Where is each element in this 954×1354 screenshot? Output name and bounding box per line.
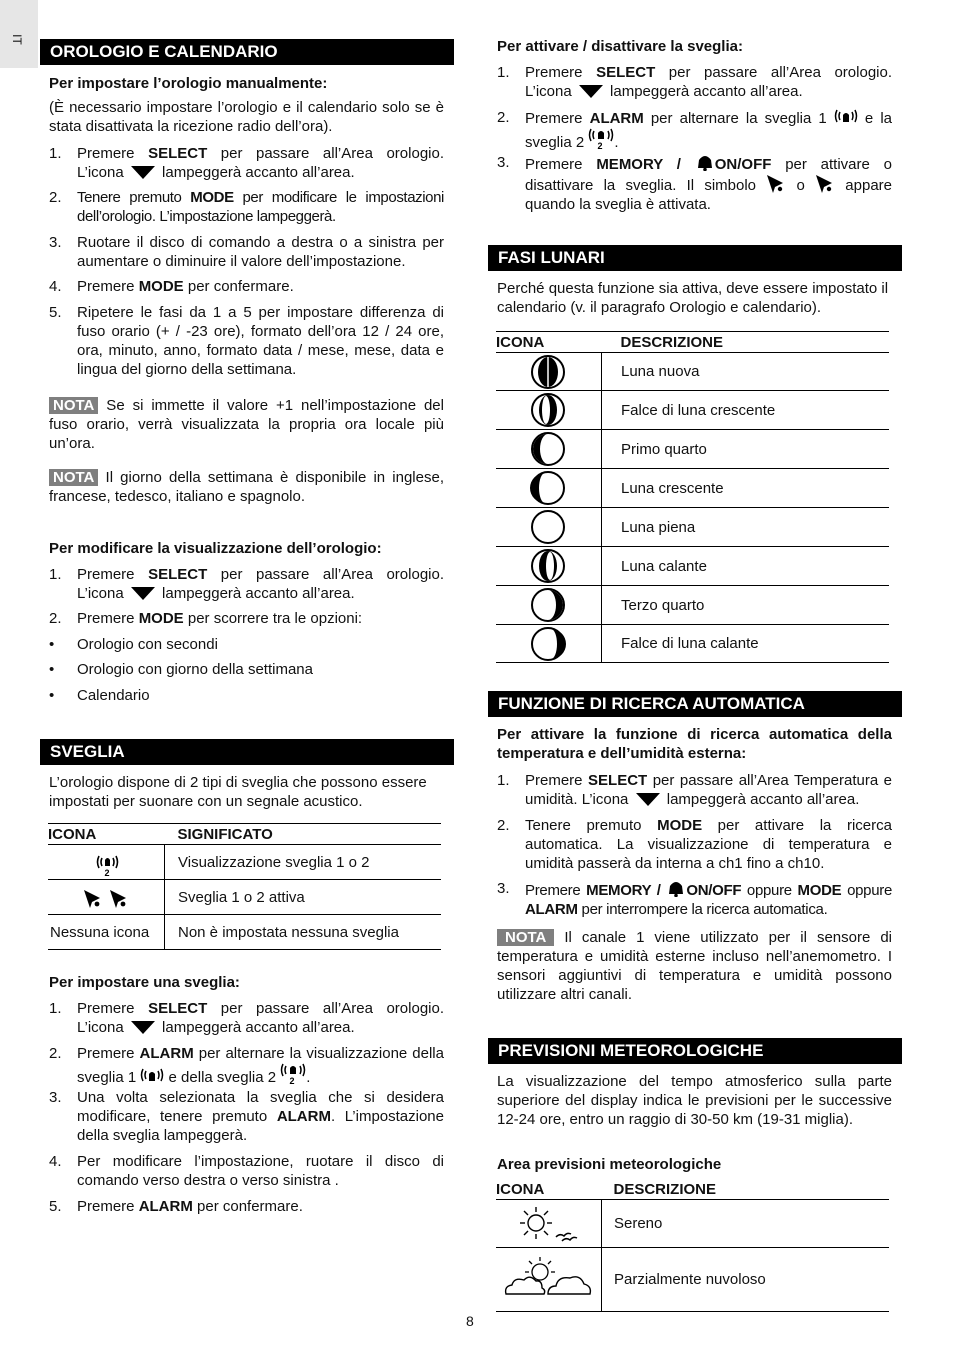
page-number: 8: [466, 1313, 474, 1329]
table-cell: Nessuna icona: [48, 915, 165, 950]
moon-intro: Perché questa funzione sia attiva, deve essere impostato il calendario (v. il paragrafo Orologio e calendario).: [497, 280, 889, 316]
table-cell: Visualizzazione sveglia 1 o 2: [178, 853, 370, 871]
table-row: Terzo quarto: [496, 586, 889, 625]
list-item: 1. Premere SELECT per passare all’Area orologio. L’icona lampeggerà accanto all’area.: [497, 64, 893, 100]
table-header: ICONA: [496, 333, 545, 351]
list-item: 3. Ruotare il disco di comando a destra o a sinistra per aumentare o diminuire il valore dell’impostazione.: [49, 234, 444, 270]
waning-gibbous-icon: [496, 548, 601, 584]
subheading-set-alarm: Per impostare una sveglia:: [49, 974, 240, 991]
section-heading-moon: FASI LUNARI: [488, 245, 902, 271]
last-quarter-icon: [496, 587, 601, 623]
table-row: Sereno: [496, 1200, 889, 1248]
note-badge: NOTA: [49, 397, 98, 414]
alarm-active-icon: [815, 174, 835, 194]
note-badge: NOTA: [497, 929, 554, 946]
bell-icon: [695, 153, 715, 171]
sunny-icon: [496, 1201, 601, 1247]
waxing-crescent-icon: [496, 392, 601, 428]
list-item: 1. Premere SELECT per passare all’Area orologio. L’icona lampeggerà accanto all’area.: [49, 566, 445, 602]
alarm-bell-icon: [48, 847, 164, 877]
bullet-item: • Orologio con giorno della settimana: [49, 661, 313, 678]
weather-intro: La visualizzazione del tempo atmosferico sulla parte superiore del display indica le previsioni per le successive 12-24 ore, entro un raggio di 30-50 km (19-31 miglia).: [497, 1073, 892, 1128]
alarm-active-icon: [48, 882, 164, 912]
table-row: Parzialmente nuvoloso: [496, 1248, 889, 1312]
table-row: Luna piena: [496, 508, 889, 547]
list-item: 2. Premere ALARM per alternare la sveglia 1 e la sveglia 2 2 .: [497, 109, 892, 151]
arrow-down-icon: [131, 1021, 155, 1034]
new-moon-icon: [496, 354, 601, 390]
list-item: 2. Tenere premuto MODE per attivare la ricerca automatica. La visualizzazione di temperatura e umidità passerà da interna a ch1 fino a ch10.: [497, 817, 892, 872]
table-row: Primo quarto: [496, 430, 889, 469]
table-cell: Sveglia 1 o 2 attiva: [178, 888, 305, 906]
table-cell: Non è impostata nessuna sveglia: [178, 923, 399, 941]
alarm-1-icon: [140, 1067, 164, 1085]
table-header: DESCRIZIONE: [620, 333, 724, 351]
list-item: 2. Premere ALARM per alternare la visualizzazione della sveglia 1 e della sveglia 2 2 .: [49, 1045, 444, 1086]
section-heading-alarm: SVEGLIA: [40, 739, 454, 765]
weather-icon-table: [496, 1180, 889, 1312]
language-code: IT: [9, 34, 24, 45]
note-timezone: NOTA Se si immette il valore +1 nell’impostazione del fuso orario, verrà visualizzata la propria ora locale più un’ora.: [49, 397, 444, 452]
list-item: 2. Tenere premuto MODE per modificare le impostazioni dell’orologio. L’impostazione lampeggerà.: [49, 189, 444, 225]
table-row: Falce di luna crescente: [496, 391, 889, 430]
arrow-down-icon: [636, 793, 660, 806]
list-item: 3. Una volta selezionata la sveglia che si desidera modificare, tenere premuto ALARM. L’impostazione della sveglia lampeggerà.: [49, 1089, 444, 1144]
section-heading-clock: OROLOGIO E CALENDARIO: [40, 39, 454, 65]
table-header: ICONA: [48, 825, 97, 843]
alarm-1-icon: [834, 108, 858, 126]
waxing-gibbous-icon: [496, 470, 601, 506]
section-heading-weather: PREVISIONI METEOROLOGICHE: [488, 1038, 902, 1064]
first-quarter-icon: [496, 431, 601, 467]
clock-intro: (È necessario impostare l’orologio e il calendario solo se è stata disattivata la ricezione radio dell’ora).: [49, 99, 444, 135]
list-item: 4. Per modificare l’impostazione, ruotare il disco di comando verso destra o verso sinistra .: [49, 1153, 444, 1189]
svg-text:2: 2: [597, 141, 603, 150]
subheading-manual: Per impostare l’orologio manualmente:: [49, 75, 328, 92]
subheading-toggle-alarm: Per attivare / disattivare la sveglia:: [497, 38, 743, 55]
table-row: [48, 915, 441, 950]
note-channel: NOTA Il canale 1 viene utilizzato per il sensore di temperatura e umidità esterne incluso nell’anemometro. I sensori aggiuntivi di temperatura e umidità possono utilizzare altri canali.: [497, 929, 892, 1003]
section-heading-auto-search: FUNZIONE DI RICERCA AUTOMATICA: [488, 691, 902, 717]
list-item: 2. Premere MODE per scorrere tra le opzioni:: [49, 610, 363, 627]
note-badge: NOTA: [49, 469, 98, 486]
bell-icon: [666, 879, 686, 897]
list-item: 5. Premere ALARM per confermare.: [49, 1198, 303, 1215]
alarm-active-icon: [766, 174, 786, 194]
list-item: 1. Premere SELECT per passare all’Area orologio. L’icona lampeggerà accanto all’area.: [49, 1000, 445, 1036]
bullet-item: • Orologio con secondi: [49, 636, 218, 653]
list-item: 3. Premere MEMORY / ON/OFF oppure MODE oppure ALARM per interrompere la ricerca automatica.: [497, 880, 892, 918]
list-item: 1. Premere SELECT per passare all’Area Temperatura e umidità. L’icona lampeggerà accanto all’area.: [497, 772, 893, 808]
note-language: NOTA Il giorno della settimana è disponibile in inglese, francese, tedesco, italiano e spagnolo.: [49, 469, 444, 505]
arrow-down-icon: [131, 587, 155, 600]
svg-text:2: 2: [104, 868, 110, 877]
table-header: ICONA: [496, 1181, 545, 1198]
table-row: [48, 880, 441, 915]
table-row: Falce di luna calante: [496, 625, 889, 663]
list-item: 4. Premere MODE per confermare.: [49, 278, 294, 295]
moon-phase-table: [496, 331, 889, 663]
waning-crescent-icon: [496, 626, 601, 662]
alarm-2-icon: [280, 1063, 306, 1085]
arrow-down-icon: [131, 166, 155, 179]
arrow-down-icon: [579, 85, 603, 98]
table-row: [48, 845, 441, 880]
subheading-display: Per modificare la visualizzazione dell’orologio:: [49, 540, 382, 557]
language-tab: [0, 0, 38, 68]
bullet-item: • Calendario: [49, 687, 150, 704]
list-item: 5. Ripetere le fasi da 1 a 5 per impostare differenza di fuso orario (+ / -23 ore), formato dell’ora 12 / 24 ore, ora, minuto, anno, formato data / mese, mese, data e lingua del giorno della settimana.: [49, 304, 444, 378]
alarm-2-icon: [588, 128, 614, 150]
list-item: 3. Premere MEMORY / ON/OFF per attivare o disattivare la sveglia. Il simbolo o appare quando la sveglia è attivata.: [497, 154, 892, 213]
alarm-icon-table: [48, 823, 441, 950]
svg-text:2: 2: [289, 1076, 295, 1085]
table-row: Luna nuova: [496, 353, 889, 391]
table-row: Luna calante: [496, 547, 889, 586]
subheading-auto-search: Per attivare la funzione di ricerca automatica della temperatura e dell’umidità esterna:: [497, 726, 892, 762]
table-row: Luna crescente: [496, 469, 889, 508]
table-header: SIGNIFICATO: [177, 825, 273, 843]
alarm-intro: L’orologio dispone di 2 tipi di sveglia che possono essere impostati per suonare con un segnale acustico.: [49, 774, 427, 810]
partly-cloudy-icon: [496, 1250, 601, 1310]
subheading-weather-area: Area previsioni meteorologiche: [497, 1156, 722, 1173]
full-moon-icon: [496, 509, 601, 545]
table-header: DESCRIZIONE: [613, 1181, 717, 1198]
list-item: 1. Premere SELECT per passare all’Area orologio. L’icona lampeggerà accanto all’area.: [49, 145, 445, 181]
